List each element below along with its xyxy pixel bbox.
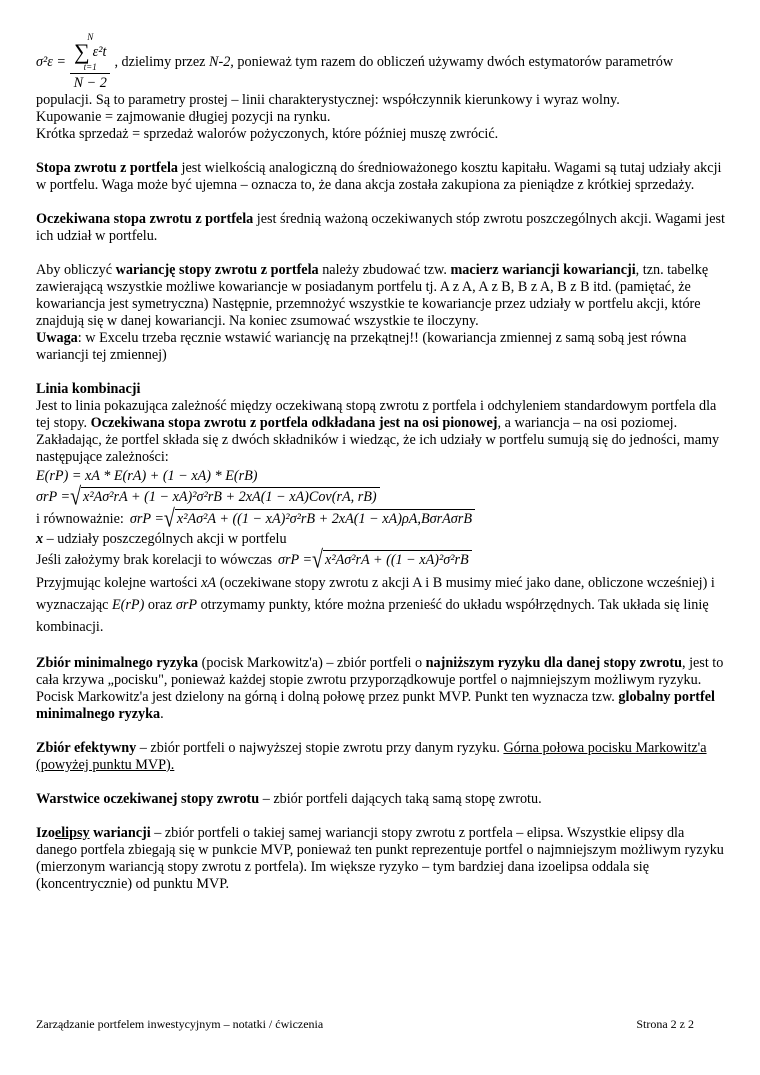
- x-definition: x – udziały poszczególnych akcji w portfelu: [36, 531, 287, 547]
- sqrt-icon: √ x²Aσ²A + ((1 − xA)²σ²rB + 2xA(1 − xA)ρA,BσrAσrB: [164, 509, 475, 529]
- footer-title: Zarządzanie portfelem inwestycyjnym – notatki / ćwiczenia: [36, 1017, 324, 1031]
- sqrt-icon: √ x²Aσ²rA + (1 − xA)²σ²rB + 2xA(1 − xA)Cov(rA, rB): [70, 487, 380, 507]
- sqrt-icon: √ x²Aσ²rA + ((1 − xA)²σ²rB: [312, 550, 472, 570]
- intro-line-3: Krótka sprzedaż = sprzedaż walorów pożyczonych, które później muszę zwrócić.: [36, 126, 499, 142]
- section-heading-linia-kombinacji: Linia kombinacji: [36, 381, 141, 397]
- paragraph-izoelipsy: Izoelipsy wariancji – zbiór portfeli o takiej samej wariancji stopy zwrotu z portfela – elipsa. Wszystkie elipsy dla danego portfela zbiegają się w punkcie MVP, ponieważ ten punkt reprezentuje portfel o najmniejszym możliwym ryzyku (mierzonym wariancją stopy zwrotu z portfela). Im większe ryzyko – tym bardziej dana izoelipsa oddala się (koncentrycznie) od punktu MVP.: [36, 825, 724, 892]
- page-number: Strona 2 z 2: [636, 1017, 694, 1031]
- fraction: [70, 32, 110, 92]
- equation-expected-return: E(rP) = xA * E(rA) + (1 − xA) * E(rB): [36, 468, 258, 484]
- sum-lower: t=1: [83, 62, 97, 72]
- paragraph-uwaga: Uwaga: w Excelu trzeba ręcznie wstawić wariancję na przekątnej!! (kowariancja zmiennej z samą sobą jest równa wariancji tej zmiennej): [36, 330, 687, 363]
- equation-no-correlation: Jeśli założymy brak korelacji to wówczas σrP = √ x²Aσ²rA + ((1 − xA)²σ²rB: [36, 550, 726, 570]
- paragraph-zbior-efektywny: Zbiór efektywny – zbiór portfeli o najwyższej stopie zwrotu przy danym ryzyku. Górna połowa pocisku Markowitz'a (powyżej punktu MVP).: [36, 740, 707, 773]
- sum-term: ε²t: [92, 43, 107, 60]
- paragraph-warstwice: Warstwice oczekiwanej stopy zwrotu – zbiór portfeli dających taką samą stopę zwrotu.: [36, 791, 542, 807]
- paragraph-wariancja: Aby obliczyć wariancję stopy zwrotu z portfela należy zbudować tzw. macierz wariancji kowariancji, tzn. tabelkę zawierającą wszystkie możliwe kowariancje w posiadanym portfelu tj. A z A, A z B, B z A, B z B itd. (pamiętać, że kowariancja jest symetryczna) Następnie, przemnożyć wszystkie te kowariancje przez udziały w portfelu akcji, które znajdują się w danej kowariancji. Na koniec zsumować wszystkie te iloczyny.: [36, 262, 709, 329]
- formula-lhs: σ²ε =: [36, 53, 66, 70]
- intro-line-2: Kupowanie = zajmowanie długiej pozycji na rynku.: [36, 109, 331, 125]
- sigma-sum-icon: ∑: [73, 39, 90, 64]
- paragraph-oczekiwana-stopa: Oczekiwana stopa zwrotu z portfela jest średnią ważoną oczekiwanych stóp zwrotu poszczególnych akcji. Wagami jest ich udział w portfelu.: [36, 211, 725, 244]
- paragraph-stopa-zwrotu: Stopa zwrotu z portfela jest wielkością analogiczną do średnioważonego kosztu kapitału. Wagami są tutaj udziały akcji w portfelu. Waga może być ujemna – oznacza to, że dana akcja została zakupiona za pieniądze z krótkiej sprzedaży.: [36, 160, 722, 193]
- paragraph-linia: Jest to linia pokazująca zależność między oczekiwaną stopą zwrotu z portfela i odchyleniem standardowym portfela dla tej stopy. Oczekiwana stopa zwrotu z portfela odkładana jest na osi pionowej, a wariancja – na osi poziomej. Zakładając, że portfel składa się z dwóch składników i wiedząc, że ich udziały w portfelu sumują się do jedności, mamy następujące zależności:: [36, 398, 720, 465]
- equation-portfolio-sd: σrP = √ x²Aσ²rA + (1 − xA)²σ²rB + 2xA(1 − xA)Cov(rA, rB): [36, 487, 726, 507]
- residual-variance-formula: σ²ε = N ∑ ε²t t=1 N − 2 , dzielimy przez N-2, ponieważ tym razem do obliczeń używamy dwóch estymatorów parametrów: [36, 32, 674, 91]
- paragraph-zbior-minimalnego-ryzyka: Zbiór minimalnego ryzyka (pocisk Markowitz'a) – zbiór portfeli o najniższym ryzyku dla danej stopy zwrotu, jest to cała krzywa „pocisku", ponieważ każdej stopie zwrotu przyporządkowuje portfel o najmniejszym możliwym ryzyku. Pocisk Markowitz'a jest dzielony na górną i dolną połowę przez punkt MVP. Punkt ten wyznacza tzw. globalny portfel minimalnego ryzyka.: [36, 655, 724, 722]
- equation-portfolio-sd-equivalent: i równoważnie: σrP = √ x²Aσ²A + ((1 − xA)²σ²rB + 2xA(1 − xA)ρA,BσrAσrB: [36, 509, 726, 529]
- page-footer: [36, 1017, 694, 1032]
- sum-upper: N: [87, 32, 94, 42]
- document-page: [36, 32, 726, 893]
- denominator: N − 2: [73, 75, 107, 91]
- paragraph-przyjmujac: Przyjmując kolejne wartości xA (oczekiwane stopy zwrotu z akcji A i B musimy mieć jako dane, obliczone wcześniej) i wyznaczając E(rP) oraz σrP otrzymamy punkty, które można przenieść do układu współrzędnych. Tak układa się linię kombinacji.: [36, 575, 715, 635]
- intro-line-1: populacji. Są to parametry prostej – linii charakterystycznej: współczynnik kierunkowy i wyraz wolny.: [36, 92, 620, 108]
